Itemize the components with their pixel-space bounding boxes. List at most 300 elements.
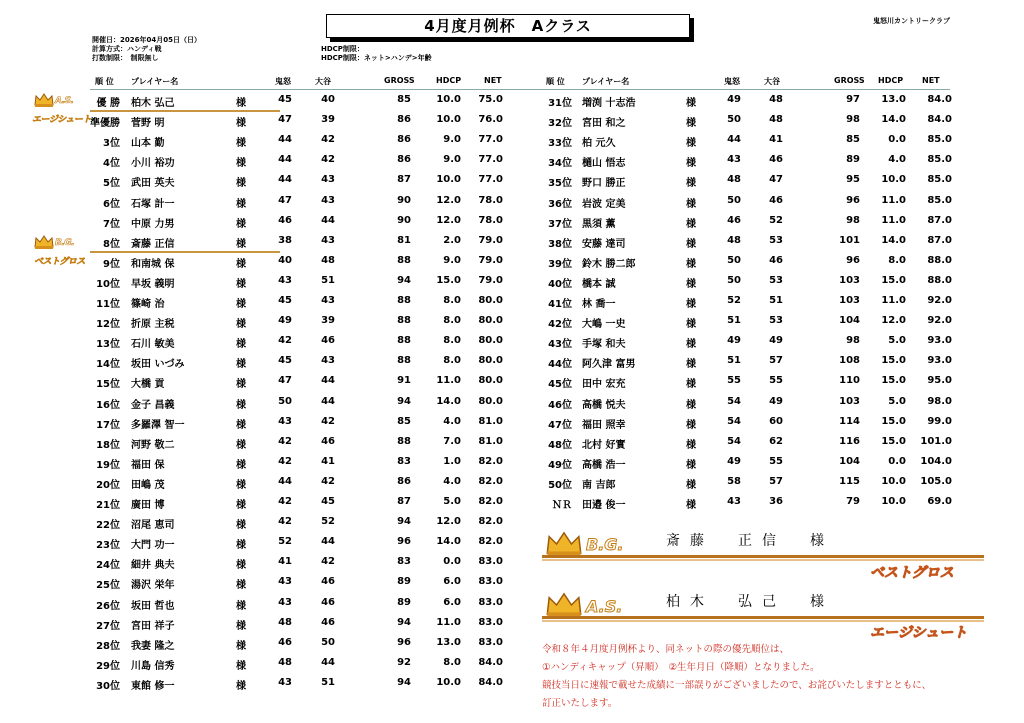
otani-score-cell: 42 bbox=[321, 415, 335, 427]
otani-score-cell: 43 bbox=[321, 194, 335, 206]
net-cell: 104.0 bbox=[920, 455, 952, 467]
gross-cell: 83 bbox=[397, 556, 411, 568]
kinu-score-cell: 44 bbox=[278, 174, 292, 186]
net-cell: 82.0 bbox=[478, 496, 503, 507]
player-name-cell: 安藤 達司 bbox=[582, 238, 626, 250]
otani-score-cell: 46 bbox=[769, 254, 783, 266]
honorific-cell: 様 bbox=[686, 359, 696, 371]
as-full-label: エージシュート bbox=[32, 115, 91, 125]
net-cell: 84.0 bbox=[927, 114, 952, 126]
gross-cell: 88 bbox=[397, 295, 411, 306]
net-cell: 80.0 bbox=[478, 395, 503, 407]
net-cell: 78.0 bbox=[478, 214, 503, 226]
kinu-score-cell: 48 bbox=[278, 616, 292, 628]
table-row bbox=[0, 593, 503, 613]
player-name-cell: 高橋 悦夫 bbox=[582, 399, 626, 411]
net-cell: 93.0 bbox=[927, 355, 952, 367]
gross-cell: 85 bbox=[397, 94, 411, 105]
player-name-cell: 早坂 義明 bbox=[131, 278, 175, 290]
net-cell: 78.0 bbox=[478, 194, 503, 206]
col-hdcp: HDCP bbox=[436, 76, 462, 85]
gross-cell: 79 bbox=[846, 496, 860, 507]
otani-score-cell: 52 bbox=[321, 516, 335, 528]
otani-score-cell: 57 bbox=[769, 475, 783, 487]
gross-cell: 85 bbox=[846, 134, 860, 146]
kinu-score-cell: 54 bbox=[727, 395, 741, 407]
rank-cell: 34位 bbox=[548, 158, 572, 170]
hdcp-cell: 15.0 bbox=[881, 435, 906, 447]
kinu-score-cell: 50 bbox=[278, 395, 292, 407]
gross-cell: 96 bbox=[397, 636, 411, 648]
notice-line: ①ハンディキャップ（昇順） ②生年月日（降順）となりました。 bbox=[542, 662, 820, 673]
player-name-cell: 野口 勝正 bbox=[582, 178, 626, 190]
player-name-cell: 細井 典夫 bbox=[131, 560, 175, 572]
honorific-cell: 様 bbox=[236, 118, 246, 130]
honorific-cell: 様 bbox=[686, 258, 696, 270]
hdcp-cell: 12.0 bbox=[436, 214, 461, 226]
honorific-cell: 様 bbox=[236, 640, 246, 652]
age-shoot-bar bbox=[542, 616, 984, 619]
hdcp-cell: 14.0 bbox=[436, 395, 461, 407]
kinu-score-cell: 45 bbox=[278, 355, 292, 367]
hdcp-cell: 11.0 bbox=[436, 375, 461, 387]
rank-cell: 8位 bbox=[103, 238, 120, 250]
crown-icon bbox=[34, 93, 54, 107]
honorific-cell: 様 bbox=[686, 479, 696, 491]
honorific-cell: 様 bbox=[236, 500, 246, 511]
honorific-cell: 様 bbox=[236, 379, 246, 391]
honorific-cell: 様 bbox=[236, 319, 246, 331]
net-cell: 85.0 bbox=[927, 154, 952, 166]
gross-cell: 98 bbox=[846, 335, 860, 347]
kinu-score-cell: 41 bbox=[278, 556, 292, 568]
gross-cell: 97 bbox=[846, 94, 860, 105]
kinu-score-cell: 49 bbox=[727, 94, 741, 105]
gross-cell: 103 bbox=[839, 395, 860, 407]
club-name: 鬼怒川カントリークラブ bbox=[873, 17, 950, 25]
bg-full-label: ベストグロス bbox=[34, 257, 85, 267]
otani-score-cell: 53 bbox=[769, 274, 783, 286]
honorific-cell: 様 bbox=[236, 600, 246, 612]
honorific-cell: 様 bbox=[236, 138, 246, 150]
otani-score-cell: 53 bbox=[769, 234, 783, 246]
net-cell: 80.0 bbox=[478, 375, 503, 387]
player-name-cell: 林 喬一 bbox=[582, 299, 616, 310]
honorific-cell: 様 bbox=[686, 419, 696, 431]
hdcp-cell: 6.0 bbox=[443, 596, 461, 608]
honorific-cell: 様 bbox=[236, 479, 246, 491]
net-cell: 79.0 bbox=[478, 274, 503, 286]
rank-cell: 35位 bbox=[548, 178, 572, 190]
player-name-cell: 坂田 いづみ bbox=[131, 359, 185, 371]
rank-cell: 44位 bbox=[548, 359, 572, 371]
kinu-score-cell: 50 bbox=[727, 274, 741, 286]
gross-cell: 90 bbox=[397, 214, 411, 226]
gross-cell: 87 bbox=[397, 496, 411, 507]
rank-cell: 19位 bbox=[96, 459, 120, 471]
hdcp-cell: 10.0 bbox=[436, 94, 461, 105]
gross-cell: 116 bbox=[839, 435, 860, 447]
net-cell: 81.0 bbox=[478, 435, 503, 447]
net-cell: 95.0 bbox=[927, 375, 952, 387]
honorific-cell: 様 bbox=[686, 299, 696, 310]
best-gross-label: ベストグロス bbox=[870, 565, 954, 581]
rank-cell: 準優勝 bbox=[90, 118, 120, 130]
honorific-cell: 様 bbox=[686, 459, 696, 471]
rank-cell: 23位 bbox=[96, 540, 120, 552]
otani-score-cell: 46 bbox=[769, 154, 783, 166]
kinu-score-cell: 47 bbox=[278, 375, 292, 387]
kinu-score-cell: 38 bbox=[278, 234, 292, 246]
honorific-cell: 様 bbox=[686, 138, 696, 150]
bg-short-label: B.G. bbox=[55, 238, 75, 248]
player-name-cell: 折原 主税 bbox=[131, 319, 175, 331]
gross-cell: 96 bbox=[846, 254, 860, 266]
otani-score-cell: 44 bbox=[321, 375, 335, 387]
kinu-score-cell: 49 bbox=[727, 335, 741, 347]
kinu-score-cell: 42 bbox=[278, 435, 292, 447]
honorific-cell: 様 bbox=[236, 359, 246, 371]
net-cell: 82.0 bbox=[478, 516, 503, 528]
net-cell: 81.0 bbox=[478, 415, 503, 427]
gross-cell: 98 bbox=[846, 114, 860, 126]
otani-score-cell: 55 bbox=[769, 375, 783, 387]
player-name-cell: 鈴木 勝二郎 bbox=[582, 258, 636, 270]
hdcp-cell: 11.0 bbox=[881, 295, 906, 306]
net-cell: 77.0 bbox=[478, 134, 503, 146]
rank-cell: 30位 bbox=[96, 680, 120, 692]
otani-score-cell: 51 bbox=[321, 676, 335, 688]
kinu-score-cell: 48 bbox=[278, 656, 292, 668]
hdcp-cell: 0.0 bbox=[443, 556, 461, 568]
crown-icon bbox=[544, 531, 584, 557]
honorific-cell: 様 bbox=[686, 278, 696, 290]
honorific-cell: 様 bbox=[236, 98, 246, 109]
player-name-cell: 湯沢 栄年 bbox=[131, 580, 175, 592]
kinu-score-cell: 44 bbox=[278, 154, 292, 166]
player-name-cell: 田邉 俊一 bbox=[582, 500, 626, 511]
honorific-cell: 様 bbox=[686, 379, 696, 391]
rank-cell: 24位 bbox=[96, 560, 120, 572]
as-divider bbox=[90, 110, 280, 112]
gross-cell: 86 bbox=[397, 134, 411, 146]
player-name-cell: 田中 宏充 bbox=[582, 379, 626, 391]
kinu-score-cell: 51 bbox=[727, 315, 741, 327]
kinu-score-cell: 49 bbox=[278, 315, 292, 327]
gross-cell: 103 bbox=[839, 274, 860, 286]
table-row bbox=[0, 653, 503, 673]
meta-hdcp-limit: HDCP制限： bbox=[321, 45, 364, 53]
otani-score-cell: 48 bbox=[769, 114, 783, 126]
col-otani: 大谷 bbox=[764, 77, 780, 86]
gross-cell: 88 bbox=[397, 315, 411, 327]
hdcp-cell: 14.0 bbox=[881, 234, 906, 246]
meta-date: 開催日：2026年04月05日（日） bbox=[92, 36, 201, 44]
net-cell: 105.0 bbox=[920, 475, 952, 487]
notice-line: 令和８年４月度月例杯より、同ネットの際の優先順位は、 bbox=[542, 644, 790, 655]
gross-cell: 96 bbox=[397, 536, 411, 548]
kinu-score-cell: 48 bbox=[727, 234, 741, 246]
page-title: 4月度月例杯 Aクラス bbox=[326, 14, 690, 38]
best-gross-name: 斎藤 正信 様 bbox=[666, 533, 834, 549]
hdcp-cell: 10.0 bbox=[436, 174, 461, 186]
honorific-cell: 様 bbox=[686, 439, 696, 451]
hdcp-cell: 13.0 bbox=[881, 94, 906, 105]
rank-cell: 3位 bbox=[103, 138, 120, 150]
otani-score-cell: 45 bbox=[321, 496, 335, 507]
col-kinu: 鬼怒 bbox=[275, 77, 291, 86]
player-name-cell: 田嶋 茂 bbox=[131, 479, 165, 491]
hdcp-cell: 8.0 bbox=[888, 254, 906, 266]
kinu-score-cell: 44 bbox=[278, 134, 292, 146]
hdcp-cell: 15.0 bbox=[881, 415, 906, 427]
meta-hdcp-order: HDCP制限：ネット>ハンデ>年齢 bbox=[321, 54, 432, 62]
net-cell: 92.0 bbox=[927, 315, 952, 327]
rank-cell: 優 勝 bbox=[96, 98, 120, 109]
table-row bbox=[0, 552, 503, 572]
player-name-cell: 黒須 薫 bbox=[582, 218, 616, 230]
gross-cell: 88 bbox=[397, 335, 411, 347]
otani-score-cell: 49 bbox=[769, 395, 783, 407]
net-cell: 88.0 bbox=[927, 254, 952, 266]
honorific-cell: 様 bbox=[236, 580, 246, 592]
rank-cell: 25位 bbox=[96, 580, 120, 592]
net-cell: 88.0 bbox=[927, 274, 952, 286]
otani-score-cell: 50 bbox=[321, 636, 335, 648]
player-name-cell: 増渕 十志浩 bbox=[582, 98, 636, 109]
otani-score-cell: 44 bbox=[321, 395, 335, 407]
hdcp-cell: 2.0 bbox=[443, 234, 461, 246]
net-cell: 85.0 bbox=[927, 174, 952, 186]
hdcp-cell: 9.0 bbox=[443, 134, 461, 146]
player-name-cell: 橋本 誠 bbox=[582, 278, 616, 290]
rank-cell: 15位 bbox=[96, 379, 120, 391]
hdcp-cell: 10.0 bbox=[881, 475, 906, 487]
rank-cell: 18位 bbox=[96, 439, 120, 451]
rank-cell: 16位 bbox=[96, 399, 120, 411]
rank-cell: 49位 bbox=[548, 459, 572, 471]
player-name-cell: 北村 好實 bbox=[582, 439, 626, 451]
kinu-score-cell: 46 bbox=[278, 636, 292, 648]
honorific-cell: 様 bbox=[236, 178, 246, 190]
notice-text bbox=[542, 641, 1002, 713]
meta-limit: 打数制限： 制限無し bbox=[92, 54, 159, 62]
col-kinu: 鬼怒 bbox=[724, 77, 740, 86]
net-cell: 84.0 bbox=[478, 656, 503, 668]
rank-cell: 22位 bbox=[96, 520, 120, 532]
honorific-cell: 様 bbox=[236, 339, 246, 351]
player-name-cell: 菅野 明 bbox=[131, 118, 165, 130]
gross-cell: 115 bbox=[839, 475, 860, 487]
net-cell: 83.0 bbox=[478, 596, 503, 608]
col-player: プレイヤー名 bbox=[131, 77, 179, 86]
honorific-cell: 様 bbox=[686, 158, 696, 170]
net-cell: 83.0 bbox=[478, 636, 503, 648]
net-cell: 77.0 bbox=[478, 174, 503, 186]
net-cell: 85.0 bbox=[927, 134, 952, 146]
player-name-cell: 福田 照幸 bbox=[582, 419, 626, 431]
honorific-cell: 様 bbox=[686, 500, 696, 511]
otani-score-cell: 42 bbox=[321, 556, 335, 568]
hdcp-cell: 8.0 bbox=[443, 315, 461, 327]
honorific-cell: 様 bbox=[686, 218, 696, 230]
player-name-cell: 手塚 和夫 bbox=[582, 339, 626, 351]
kinu-score-cell: 43 bbox=[278, 576, 292, 588]
col-rank: 順 位 bbox=[95, 77, 114, 86]
hdcp-cell: 0.0 bbox=[888, 134, 906, 146]
player-name-cell: 東館 修一 bbox=[131, 680, 175, 692]
hdcp-cell: 12.0 bbox=[436, 516, 461, 528]
rank-cell: 32位 bbox=[548, 118, 572, 130]
hdcp-cell: 14.0 bbox=[881, 114, 906, 126]
rank-cell: 11位 bbox=[96, 299, 120, 310]
rank-cell: ＮＲ bbox=[552, 500, 572, 511]
rank-cell: 5位 bbox=[103, 178, 120, 190]
player-name-cell: 多羅澤 智一 bbox=[131, 419, 185, 431]
otani-score-cell: 51 bbox=[321, 274, 335, 286]
otani-score-cell: 48 bbox=[321, 254, 335, 266]
kinu-score-cell: 55 bbox=[727, 375, 741, 387]
best-gross-bar bbox=[542, 555, 984, 558]
kinu-score-cell: 48 bbox=[727, 174, 741, 186]
kinu-score-cell: 50 bbox=[727, 254, 741, 266]
hdcp-cell: 15.0 bbox=[436, 274, 461, 286]
otani-score-cell: 48 bbox=[769, 94, 783, 105]
net-cell: 80.0 bbox=[478, 315, 503, 327]
gross-cell: 88 bbox=[397, 355, 411, 367]
kinu-score-cell: 42 bbox=[278, 455, 292, 467]
player-name-cell: 篠崎 治 bbox=[131, 299, 165, 310]
col-hdcp: HDCP bbox=[878, 76, 904, 85]
kinu-score-cell: 49 bbox=[727, 455, 741, 467]
otani-score-cell: 43 bbox=[321, 174, 335, 186]
otani-score-cell: 46 bbox=[321, 576, 335, 588]
rank-cell: 10位 bbox=[96, 278, 120, 290]
kinu-score-cell: 44 bbox=[278, 475, 292, 487]
rank-cell: 41位 bbox=[548, 299, 572, 310]
gross-cell: 81 bbox=[397, 234, 411, 246]
honorific-cell: 様 bbox=[236, 198, 246, 210]
player-name-cell: 南 吉郎 bbox=[582, 479, 616, 491]
player-name-cell: 山本 勤 bbox=[131, 138, 165, 150]
table-row bbox=[0, 673, 503, 693]
rank-cell: 9位 bbox=[103, 258, 120, 270]
otani-score-cell: 55 bbox=[769, 455, 783, 467]
gross-cell: 104 bbox=[839, 315, 860, 327]
otani-score-cell: 39 bbox=[321, 315, 335, 327]
age-shoot-name: 柏木 弘己 様 bbox=[666, 594, 834, 610]
otani-score-cell: 44 bbox=[321, 536, 335, 548]
honorific-cell: 様 bbox=[236, 258, 246, 270]
rank-cell: 31位 bbox=[548, 98, 572, 109]
player-name-cell: 小川 裕功 bbox=[131, 158, 175, 170]
rank-cell: 14位 bbox=[96, 359, 120, 371]
col-gross: GROSS bbox=[834, 76, 865, 85]
hdcp-cell: 13.0 bbox=[436, 636, 461, 648]
net-cell: 76.0 bbox=[478, 114, 503, 126]
honorific-cell: 様 bbox=[236, 158, 246, 170]
rank-cell: 42位 bbox=[548, 319, 572, 331]
rank-cell: 6位 bbox=[103, 198, 120, 210]
kinu-score-cell: 42 bbox=[278, 496, 292, 507]
rank-cell: 27位 bbox=[96, 620, 120, 632]
player-name-cell: 廣田 博 bbox=[131, 500, 165, 511]
otani-score-cell: 42 bbox=[321, 134, 335, 146]
rank-cell: 47位 bbox=[548, 419, 572, 431]
honorific-cell: 様 bbox=[236, 439, 246, 451]
col-gross: GROSS bbox=[384, 76, 415, 85]
otani-score-cell: 46 bbox=[321, 335, 335, 347]
honorific-cell: 様 bbox=[236, 218, 246, 230]
rank-cell: 45位 bbox=[548, 379, 572, 391]
otani-score-cell: 44 bbox=[321, 656, 335, 668]
hdcp-cell: 11.0 bbox=[881, 214, 906, 226]
kinu-score-cell: 54 bbox=[727, 435, 741, 447]
net-cell: 82.0 bbox=[478, 475, 503, 487]
hdcp-cell: 8.0 bbox=[443, 355, 461, 367]
hdcp-cell: 9.0 bbox=[443, 254, 461, 266]
net-cell: 84.0 bbox=[478, 676, 503, 688]
honorific-cell: 様 bbox=[236, 560, 246, 572]
hdcp-cell: 12.0 bbox=[436, 194, 461, 206]
col-otani: 大谷 bbox=[315, 77, 331, 86]
honorific-cell: 様 bbox=[686, 98, 696, 109]
otani-score-cell: 43 bbox=[321, 295, 335, 306]
honorific-cell: 様 bbox=[686, 319, 696, 331]
net-cell: 93.0 bbox=[927, 335, 952, 347]
hdcp-cell: 10.0 bbox=[881, 496, 906, 507]
net-cell: 82.0 bbox=[478, 455, 503, 467]
col-rank: 順 位 bbox=[546, 77, 565, 86]
hdcp-cell: 0.0 bbox=[888, 455, 906, 467]
table-row bbox=[0, 512, 503, 532]
rank-cell: 43位 bbox=[548, 339, 572, 351]
rank-cell: 17位 bbox=[96, 419, 120, 431]
otani-score-cell: 62 bbox=[769, 435, 783, 447]
honorific-cell: 様 bbox=[236, 419, 246, 431]
otani-score-cell: 46 bbox=[769, 194, 783, 206]
table-row bbox=[0, 532, 503, 552]
kinu-score-cell: 40 bbox=[278, 254, 292, 266]
hdcp-cell: 10.0 bbox=[436, 676, 461, 688]
gross-cell: 83 bbox=[397, 455, 411, 467]
player-name-cell: 河野 敬二 bbox=[131, 439, 175, 451]
rank-cell: 4位 bbox=[103, 158, 120, 170]
rank-cell: 7位 bbox=[103, 218, 120, 230]
net-cell: 85.0 bbox=[927, 194, 952, 206]
rank-cell: 40位 bbox=[548, 278, 572, 290]
crown-icon bbox=[544, 592, 584, 618]
col-player: プレイヤー名 bbox=[582, 77, 630, 86]
otani-score-cell: 39 bbox=[321, 114, 335, 126]
player-name-cell: 宮田 祥子 bbox=[131, 620, 175, 632]
hdcp-cell: 6.0 bbox=[443, 576, 461, 588]
gross-cell: 94 bbox=[397, 274, 411, 286]
gross-cell: 114 bbox=[839, 415, 860, 427]
honorific-cell: 様 bbox=[236, 399, 246, 411]
kinu-score-cell: 50 bbox=[727, 194, 741, 206]
net-cell: 80.0 bbox=[478, 335, 503, 347]
gross-cell: 94 bbox=[397, 616, 411, 628]
gross-cell: 89 bbox=[397, 576, 411, 588]
gross-cell: 86 bbox=[397, 475, 411, 487]
hdcp-cell: 8.0 bbox=[443, 335, 461, 347]
rank-cell: 21位 bbox=[96, 500, 120, 511]
gross-cell: 110 bbox=[839, 375, 860, 387]
kinu-score-cell: 43 bbox=[278, 596, 292, 608]
hdcp-cell: 5.0 bbox=[443, 496, 461, 507]
otani-score-cell: 46 bbox=[321, 596, 335, 608]
